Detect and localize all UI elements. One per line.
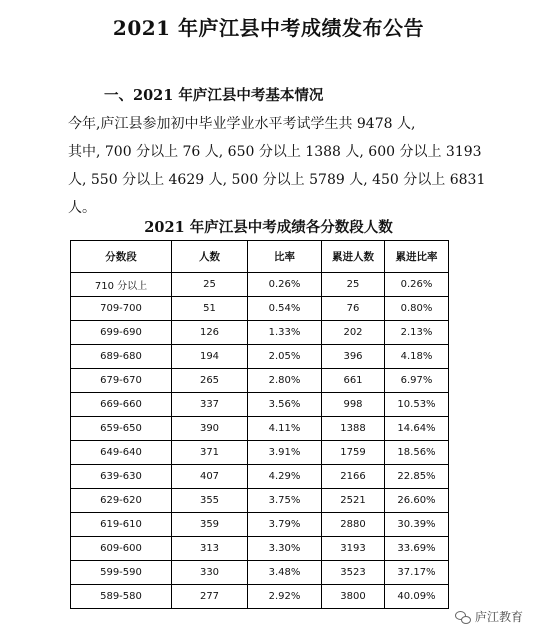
intro-paragraph bbox=[68, 110, 486, 222]
table-cell: 371 bbox=[172, 441, 248, 465]
section-heading: 一、2021 年庐江县中考基本情况 bbox=[104, 87, 324, 104]
table-row bbox=[71, 585, 449, 609]
table-cell: 3.56% bbox=[248, 393, 322, 417]
header-score-range: 分数段 bbox=[71, 241, 172, 273]
table-cell: 202 bbox=[322, 321, 385, 345]
table-cell: 699-690 bbox=[71, 321, 172, 345]
table-cell: 0.26% bbox=[248, 273, 322, 297]
table-cell: 390 bbox=[172, 417, 248, 441]
table-row bbox=[71, 321, 449, 345]
table-cell: 25 bbox=[322, 273, 385, 297]
paragraph-line: 人。 bbox=[68, 200, 96, 216]
table-cell: 710 分以上 bbox=[71, 273, 172, 297]
table-row bbox=[71, 561, 449, 585]
table-cell: 30.39% bbox=[385, 513, 449, 537]
table-cell: 1388 bbox=[322, 417, 385, 441]
table-cell: 649-640 bbox=[71, 441, 172, 465]
table-cell: 6.97% bbox=[385, 369, 449, 393]
score-distribution-table bbox=[70, 240, 449, 609]
table-cell: 33.69% bbox=[385, 537, 449, 561]
table-cell: 76 bbox=[322, 297, 385, 321]
table-cell: 2521 bbox=[322, 489, 385, 513]
table-cell: 407 bbox=[172, 465, 248, 489]
table-cell: 359 bbox=[172, 513, 248, 537]
table-cell: 4.29% bbox=[248, 465, 322, 489]
table-cell: 2.13% bbox=[385, 321, 449, 345]
table-cell: 659-650 bbox=[71, 417, 172, 441]
wechat-watermark bbox=[455, 608, 523, 625]
table-cell: 599-590 bbox=[71, 561, 172, 585]
table-row bbox=[71, 273, 449, 297]
table-cell: 609-600 bbox=[71, 537, 172, 561]
table-cell: 22.85% bbox=[385, 465, 449, 489]
table-cell: 3.79% bbox=[248, 513, 322, 537]
table-row bbox=[71, 441, 449, 465]
table-cell: 3800 bbox=[322, 585, 385, 609]
table-cell: 1759 bbox=[322, 441, 385, 465]
table-row bbox=[71, 345, 449, 369]
paragraph-line: 其中, 700 分以上 76 人, 650 分以上 1388 人, 600 分以上 3193 bbox=[68, 144, 482, 160]
table-header-row bbox=[71, 241, 449, 273]
wechat-icon bbox=[455, 610, 471, 624]
page-title: 2021 年庐江县中考成绩发布公告 bbox=[112, 16, 425, 40]
table-row bbox=[71, 369, 449, 393]
table-cell: 337 bbox=[172, 393, 248, 417]
table-cell: 3.75% bbox=[248, 489, 322, 513]
table-cell: 589-580 bbox=[71, 585, 172, 609]
table-row bbox=[71, 513, 449, 537]
table-cell: 26.60% bbox=[385, 489, 449, 513]
table-cell: 709-700 bbox=[71, 297, 172, 321]
table-cell: 14.64% bbox=[385, 417, 449, 441]
table-cell: 619-610 bbox=[71, 513, 172, 537]
table-title: 2021 年庐江县中考成绩各分数段人数 bbox=[144, 219, 393, 236]
table-cell: 3193 bbox=[322, 537, 385, 561]
table-cell: 3.48% bbox=[248, 561, 322, 585]
table-cell: 25 bbox=[172, 273, 248, 297]
table-cell: 0.26% bbox=[385, 273, 449, 297]
table-cell: 689-680 bbox=[71, 345, 172, 369]
table-cell: 2.80% bbox=[248, 369, 322, 393]
table-cell: 1.33% bbox=[248, 321, 322, 345]
header-cumulative-ratio: 累进比率 bbox=[385, 241, 449, 273]
table-cell: 51 bbox=[172, 297, 248, 321]
table-cell: 669-660 bbox=[71, 393, 172, 417]
table-cell: 679-670 bbox=[71, 369, 172, 393]
table-cell: 37.17% bbox=[385, 561, 449, 585]
paragraph-line: 今年,庐江县参加初中毕业学业水平考试学生共 9478 人, bbox=[68, 116, 416, 132]
table-cell: 126 bbox=[172, 321, 248, 345]
table-cell: 10.53% bbox=[385, 393, 449, 417]
table-cell: 355 bbox=[172, 489, 248, 513]
table-cell: 0.54% bbox=[248, 297, 322, 321]
table-cell: 330 bbox=[172, 561, 248, 585]
table-cell: 3.91% bbox=[248, 441, 322, 465]
table-row bbox=[71, 465, 449, 489]
table-row bbox=[71, 297, 449, 321]
table-row bbox=[71, 489, 449, 513]
header-count: 人数 bbox=[172, 241, 248, 273]
table-cell: 194 bbox=[172, 345, 248, 369]
table-cell: 3.30% bbox=[248, 537, 322, 561]
table-cell: 18.56% bbox=[385, 441, 449, 465]
table-row bbox=[71, 417, 449, 441]
watermark-text: 庐江教育 bbox=[474, 610, 523, 624]
table-cell: 3523 bbox=[322, 561, 385, 585]
table-cell: 639-630 bbox=[71, 465, 172, 489]
table-cell: 2.92% bbox=[248, 585, 322, 609]
header-cumulative-count: 累进人数 bbox=[322, 241, 385, 273]
table-cell: 40.09% bbox=[385, 585, 449, 609]
table-cell: 661 bbox=[322, 369, 385, 393]
table-cell: 277 bbox=[172, 585, 248, 609]
table-cell: 2166 bbox=[322, 465, 385, 489]
table-cell: 396 bbox=[322, 345, 385, 369]
table-cell: 629-620 bbox=[71, 489, 172, 513]
table-cell: 0.80% bbox=[385, 297, 449, 321]
paragraph-line: 人, 550 分以上 4629 人, 500 分以上 5789 人, 450 分以上 6831 bbox=[68, 172, 486, 188]
table-cell: 4.18% bbox=[385, 345, 449, 369]
table-body bbox=[71, 273, 449, 609]
table-cell: 4.11% bbox=[248, 417, 322, 441]
table-row bbox=[71, 393, 449, 417]
table-cell: 998 bbox=[322, 393, 385, 417]
table-cell: 265 bbox=[172, 369, 248, 393]
header-ratio: 比率 bbox=[248, 241, 322, 273]
table-row bbox=[71, 537, 449, 561]
table-cell: 313 bbox=[172, 537, 248, 561]
table-cell: 2.05% bbox=[248, 345, 322, 369]
table-cell: 2880 bbox=[322, 513, 385, 537]
